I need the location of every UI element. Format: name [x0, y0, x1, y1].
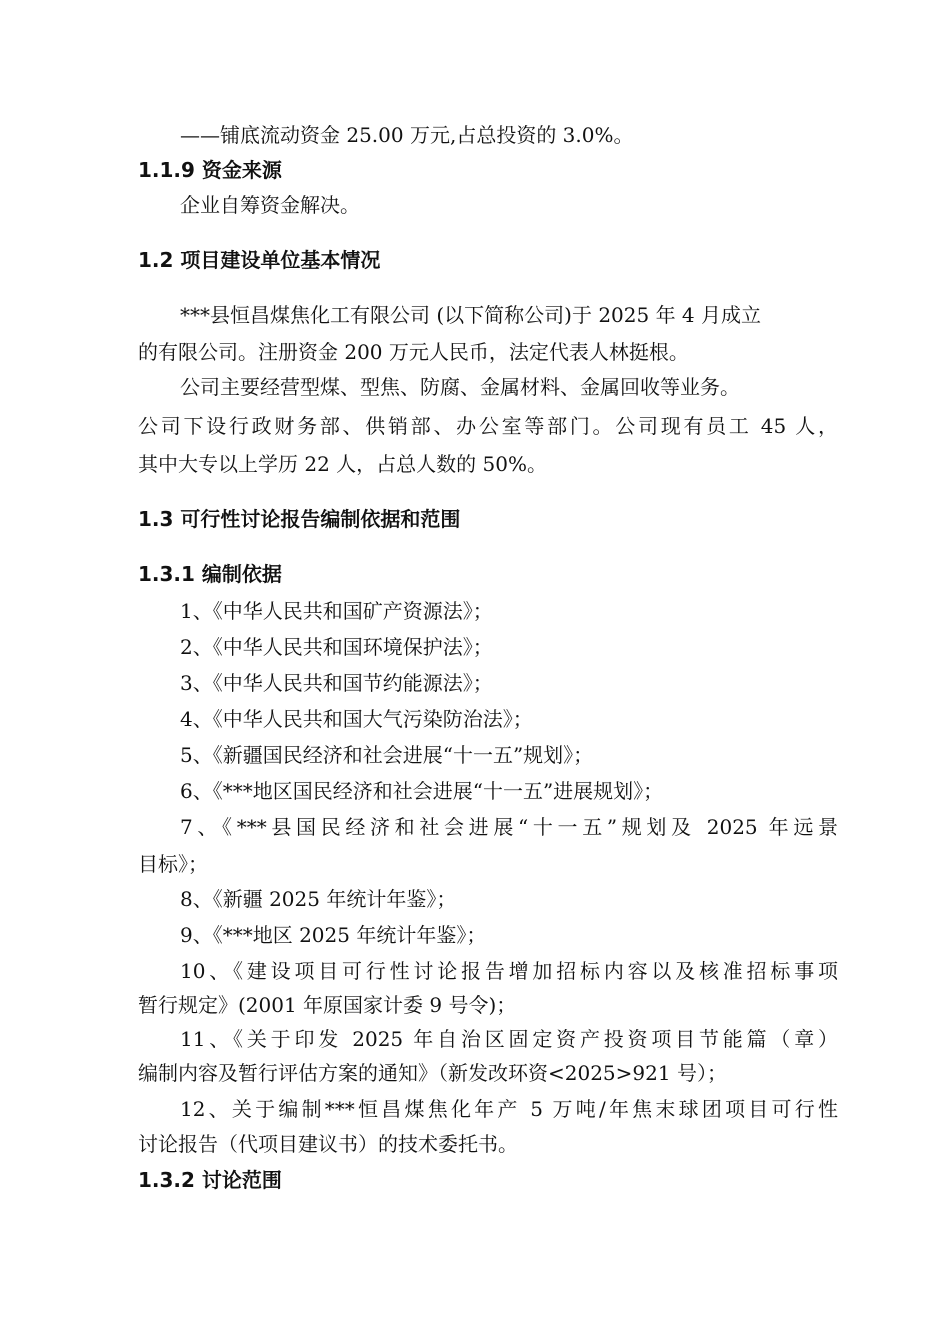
section-heading-1-3: 1.3 可行性讨论报告编制依据和范围 — [138, 507, 461, 531]
paragraph-line: 的有限公司。注册资金 200 万元人民币，法定代表人林挺根。 — [138, 340, 689, 364]
list-item-continuation: 编制内容及暂行评估方案的通知》（新发改环资<2025>921 号）； — [138, 1061, 727, 1085]
list-item-continuation: 目标》； — [138, 852, 208, 876]
list-item: 8、《新疆 2025 年统计年鉴》； — [180, 887, 457, 911]
list-item: 6、《***地区国民经济和社会进展“十一五”进展规划》； — [180, 779, 664, 803]
list-item: 12、关于编制***恒昌煤焦化年产 5 万吨/年焦末球团项目可行性 — [180, 1097, 838, 1121]
list-item: 10、《建设项目可行性讨论报告增加招标内容以及核准招标事项 — [180, 959, 838, 983]
paragraph-line: 公司主要经营型煤、型焦、防腐、金属材料、金属回收等业务。 — [180, 375, 740, 399]
list-item: 4、《中华人民共和国大气污染防治法》； — [180, 707, 533, 731]
list-item: 3、《中华人民共和国节约能源法》； — [180, 671, 493, 695]
list-item: 2、《中华人民共和国环境保护法》； — [180, 635, 493, 659]
text-line: 企业自筹资金解决。 — [180, 193, 360, 217]
list-item: 5、《新疆国民经济和社会进展“十一五”规划》； — [180, 743, 594, 767]
paragraph-line: ***县恒昌煤焦化工有限公司 (以下简称公司)于 2025 年 4 月成立 — [180, 303, 762, 327]
text-line: ——铺底流动资金 25.00 万元,占总投资的 3.0%。 — [180, 123, 634, 147]
section-heading-1-2: 1.2 项目建设单位基本情况 — [138, 248, 381, 272]
section-heading-1-3-1: 1.3.1 编制依据 — [138, 562, 282, 586]
list-item-continuation: 暂行规定》(2001 年原国家计委 9 号令)； — [138, 993, 517, 1017]
list-item: 11、《关于印发 2025 年自治区固定资产投资项目节能篇（章） — [180, 1027, 838, 1051]
list-item: 7、《***县国民经济和社会进展“十一五”规划及 2025 年远景 — [180, 815, 838, 839]
section-heading-1-3-2: 1.3.2 讨论范围 — [138, 1168, 282, 1192]
list-item-continuation: 讨论报告（代项目建议书）的技术委托书。 — [138, 1132, 518, 1156]
section-heading-1-1-9: 1.1.9 资金来源 — [138, 158, 282, 182]
list-item: 1、《中华人民共和国矿产资源法》； — [180, 599, 493, 623]
paragraph-line: 公司下设行政财务部、供销部、办公室等部门。公司现有员工 45 人， — [138, 414, 838, 438]
list-item: 9、《***地区 2025 年统计年鉴》； — [180, 923, 487, 947]
paragraph-line: 其中大专以上学历 22 人，占总人数的 50%。 — [138, 452, 547, 476]
